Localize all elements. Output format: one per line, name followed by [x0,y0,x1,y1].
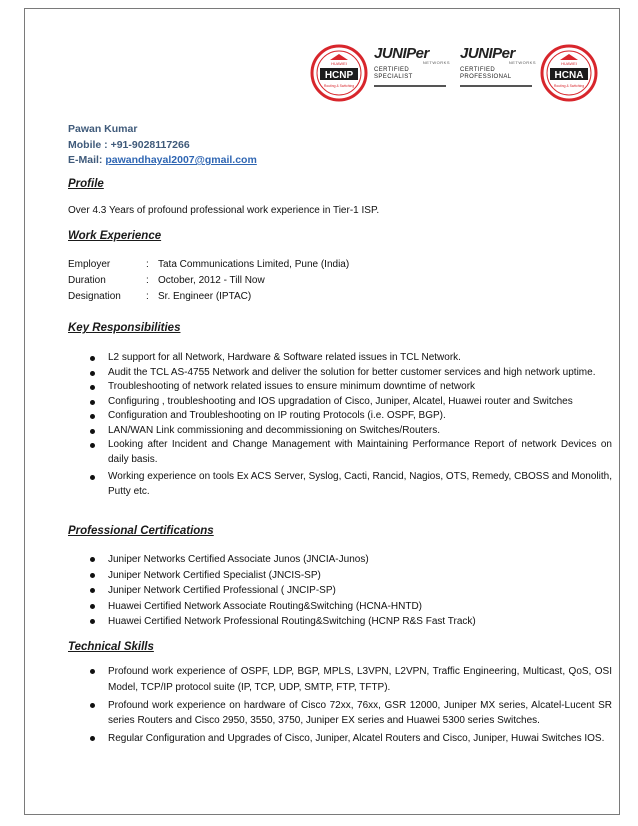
hcnp-seal-icon [310,44,368,102]
list-item [68,599,612,615]
list-item-text: Regular Configuration and Upgrades of Cisco, Juniper, Alcatel Routers and Cisco, Juniper, Huwai Switches IOS. [108,733,605,744]
list-item-text: Juniper Network Certified Professional ( JNCIP-SP) [108,585,336,596]
work-row-value: Tata Communications Limited, Pune (India) [158,259,350,270]
juniper-professional-line1: CERTIFIED [460,67,496,73]
list-item-text: Audit the TCL AS-4755 Network and deliver the solution for better customer services and high network uptime. [108,366,596,378]
juniper-specialist-logo [374,46,450,100]
work-row-key: Employer [68,259,111,270]
list-item-text: Huawei Certified Network Professional Routing&Switching (HCNP R&S Fast Track) [108,616,476,627]
list-item-text: Profound work experience of OSPF, LDP, BGP, MPLS, L3VPN, L2VPN, Traffic Engineering, Multicast, QoS, OSI Model, TCP/IP protocol suite (IP, TCP, UDP, SMTP, FTP, TFTP). [108,666,612,693]
email-line [68,153,257,169]
juniper-specialist-line2: SPECIALIST [374,74,413,80]
bullet-icon [90,385,95,390]
list-item [68,395,612,410]
juniper-professional-bar [460,85,532,87]
bullet-icon [90,557,95,562]
work-row-colon: : [146,275,149,286]
bullet-icon [90,356,95,361]
juniper-professional-logo [460,46,536,100]
list-item [68,664,612,695]
bullet-icon [90,604,95,609]
hcna-seal-icon [540,44,598,102]
work-row-value: Sr. Engineer (IPTAC) [158,291,252,302]
list-item-text: Juniper Network Certified Specialist (JNCIS-SP) [108,569,321,581]
responsibilities-heading: Key Responsibilities [68,322,181,334]
work-experience-heading: Work Experience [68,230,162,242]
work-row-value: October, 2012 - Till Now [158,275,265,286]
profile-text: Over 4.3 Years of profound professional work experience in Tier-1 ISP. [68,205,380,216]
bullet-icon [90,619,95,624]
list-item-text: Huawei Certified Network Associate Routing&Switching (HCNA-HNTD) [108,600,422,612]
bullet-icon [90,573,95,578]
responsibilities-list [68,351,612,499]
bullet-icon [90,588,95,593]
list-item-text: Juniper Networks Certified Associate Junos (JNCIA-Junos) [108,554,369,565]
bullet-icon [90,371,95,376]
work-row-colon: : [146,291,149,302]
list-item [68,380,612,395]
list-item-text: Configuration and Troubleshooting on IP routing Protocols (i.e. OSPF, BGP). [108,410,446,421]
list-item [68,409,612,424]
list-item [68,438,612,467]
skills-list [68,664,612,749]
bullet-icon [90,736,95,741]
list-item-text: Looking after Incident and Change Management with Maintaining Performance Report of network Devices on daily basis. [108,439,612,465]
juniper-specialist-networks: NETWORKS [422,60,450,65]
list-item-text: Working experience on tools Ex ACS Server, Syslog, Cacti, Rancid, Nagios, OTS, Remedy, CBOSS and Monolith, Putty etc. [108,471,612,497]
certification-logos [308,44,618,102]
list-item [68,552,612,568]
hcna-seal-text: HCNA [554,70,584,81]
list-item [68,470,612,499]
juniper-professional-line2: PROFESSIONAL [460,74,512,80]
list-item [68,424,612,439]
list-item-text: Troubleshooting of network related issues to ensure minimum downtime of network [108,381,476,392]
list-item [68,568,612,584]
hcna-seal-sub: Routing & Switching [553,84,585,88]
hcnp-seal-sub: Routing & Switching [323,84,355,88]
juniper-professional-brand: JUNIPer [460,45,515,62]
work-row-key: Designation [68,291,121,302]
juniper-specialist-brand: JUNIPer [374,45,429,62]
bullet-icon [90,443,95,448]
list-item-text: LAN/WAN Link commissioning and decommissioning on Switches/Routers. [108,424,440,436]
mobile-number: Mobile : +91-9028117266 [68,138,190,151]
candidate-name: Pawan Kumar [68,123,138,135]
list-item [68,614,612,630]
list-item-text: Profound work experience on hardware of Cisco 72xx, 76xx, GSR 12000, Juniper MX series, Alcatel-Lucent SR series Routers and Cisco 2950, 3550, 3750, Juniper EX series and Huawei 5300 series Switches. [108,699,612,726]
list-item [68,583,612,599]
juniper-specialist-bar [374,85,446,87]
bullet-icon [90,400,95,405]
bullet-icon [90,703,95,708]
bullet-icon [90,669,95,674]
certifications-heading: Professional Certifications [68,525,214,537]
bullet-icon [90,429,95,434]
hcnp-seal-top: HUAWEI [331,61,347,66]
list-item [68,731,612,747]
skills-heading: Technical Skills [68,641,154,653]
list-item [68,698,612,729]
hcna-seal-top: HUAWEI [561,61,577,66]
list-item-text: L2 support for all Network, Hardware & Software related issues in TCL Network. [108,352,461,363]
hcnp-seal-text: HCNP [324,70,354,81]
list-item [68,366,612,381]
juniper-professional-networks: NETWORKS [508,60,536,65]
list-item [68,351,612,366]
bullet-icon [90,414,95,419]
certifications-list [68,552,612,630]
profile-heading: Profile [68,178,104,190]
email-link[interactable]: pawandhayal2007@gmail.com [105,154,257,166]
list-item-text: Configuring , troubleshooting and IOS upgradation of Cisco, Juniper, Alcatel, Huawei router and Switches [108,395,573,407]
juniper-specialist-line1: CERTIFIED [374,67,410,73]
work-row-key: Duration [68,275,106,286]
contact-block [68,122,257,169]
work-row-colon: : [146,259,149,270]
bullet-icon [90,475,95,480]
email-label: E-Mail: [68,154,106,166]
